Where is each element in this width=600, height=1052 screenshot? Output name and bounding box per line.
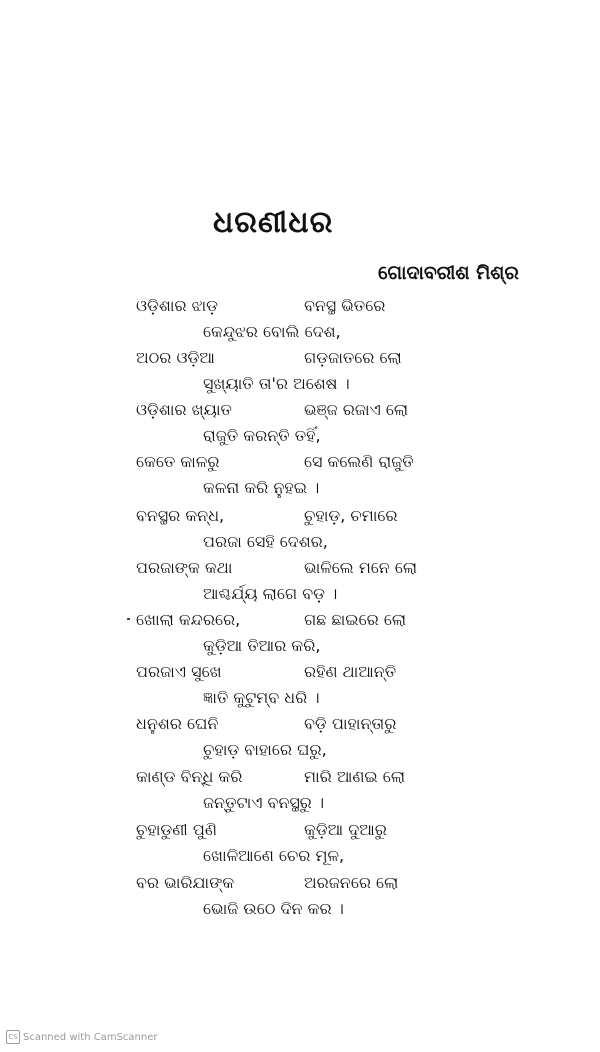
poem-line-text: ଓଡ଼ିଶାର ଝାଡ଼ (136, 296, 219, 315)
poem-title: ଧରଣୀଧର (213, 205, 334, 240)
poem-line-text: ଖୋଳିଆଣେ ଚେର ମୂଳ, (203, 846, 345, 865)
scanner-watermark-text: Scanned with CamScanner (23, 1031, 158, 1043)
poem-line-text: କଳନା କରି ନୁହଇ । (203, 478, 320, 497)
poem-author: ଗୋଦାବରୀଶ ମିଶ୍ର (378, 262, 519, 284)
poem-line-text: ରାଜୁତି କରନ୍ତି ତହିଁ, (203, 426, 321, 445)
poem-line-continuation: ଭଞ୍ଜ ରଜାଏ ଲୋ (304, 400, 409, 419)
poem-line-text: ଜନ୍ତୁଟାଏ ବନସ୍ଥରୁ । (203, 793, 325, 812)
poem-line-text: ସୁଖ୍ୟାତି ତା'ର ଅଶେଷ । (203, 374, 350, 393)
poem-line-continuation: ଅରଜନରେ ଲୋ (304, 873, 399, 892)
poem-line-text: କେନ୍ଦୁଝର ବୋଲି ଦେଶ, (203, 322, 341, 341)
poem-line-text: କାଣ୍ଡ ବିନ୍ଧି କରି (136, 767, 243, 786)
poem-line-continuation: କୁଡ଼ିଆ ଦୁଆରୁ (304, 820, 387, 839)
poem-line-continuation: ଚୁହାଡ଼, ଚମାରେ (304, 506, 398, 525)
poem-line-text: ପରଜାଏ ସୁଖେ (136, 662, 222, 681)
poem-line-continuation: ଭାଳିଲେ ମନେ ଲୋ (304, 558, 418, 577)
poem-line-text: କୁଡ଼ିଆ ତିଆର କରି, (203, 636, 321, 655)
poem-line-continuation: ସେ କଲେଣି ରାଜୁତି (304, 452, 414, 471)
poem-line-text: ଧନୁଶର ଘେନି (136, 714, 219, 733)
scanner-watermark (6, 1030, 158, 1044)
poem-line-text: ବର ଭାରିଯାଙ୍କ (136, 873, 235, 892)
poem-line-continuation: ମାରି ଆଣଇ ଲୋ (304, 767, 406, 786)
poem-line-continuation: ବନସ୍ଥ ଭିତରେ (304, 296, 386, 315)
scan-speck (127, 618, 130, 620)
poem-line-text: ଚୁହାଡୁଣୀ ପୁଣି (136, 820, 217, 839)
poem-line-text: ଜ୍ଞାତି କୁଟୁମ୍ବ ଧରି । (203, 688, 320, 707)
poem-line-continuation: ଗଛ ଛାଇରେ ଲୋ (304, 610, 407, 629)
poem-line-text: ପରଜା ସେହି ଦେଶର, (203, 532, 328, 551)
poem-line-text: ଅଠର ଓଡ଼ିଆ (136, 348, 215, 367)
camscanner-logo-icon: CS (6, 1030, 20, 1044)
poem-line-text: ଚୁହାଡ଼ ବାହାରେ ଘରୁ, (203, 740, 327, 759)
poem-line-text: କେତେ କାଳରୁ (136, 452, 220, 471)
poem-line-continuation: ରହିଣ ଥାଆନ୍ତି (304, 662, 397, 681)
poem-line-text: ଖୋଲା କନ୍ଦରରେ, (136, 610, 241, 629)
poem-line-continuation: ବଡ଼ି ପାହାନ୍ତାରୁ (304, 714, 397, 733)
poem-line-text: ପରଜାଙ୍କ କଥା (136, 558, 233, 577)
poem-line-text: ଆଶ୍ଚର୍ଯ୍ୟ ଲାଗେ ବଡ଼ । (203, 584, 338, 603)
poem-line-text: ଓଡ଼ିଶାର ଖ୍ୟାତ (136, 400, 232, 419)
poem-line-text: ଭୋଜି ଉଠେ ଦିନ କର । (203, 899, 344, 918)
poem-line-text: ବନସ୍ଥର କନ୍ଧ, (136, 506, 225, 525)
poem-line-continuation: ଗଡ଼ଜାତରେ ଲୋ (304, 348, 402, 367)
